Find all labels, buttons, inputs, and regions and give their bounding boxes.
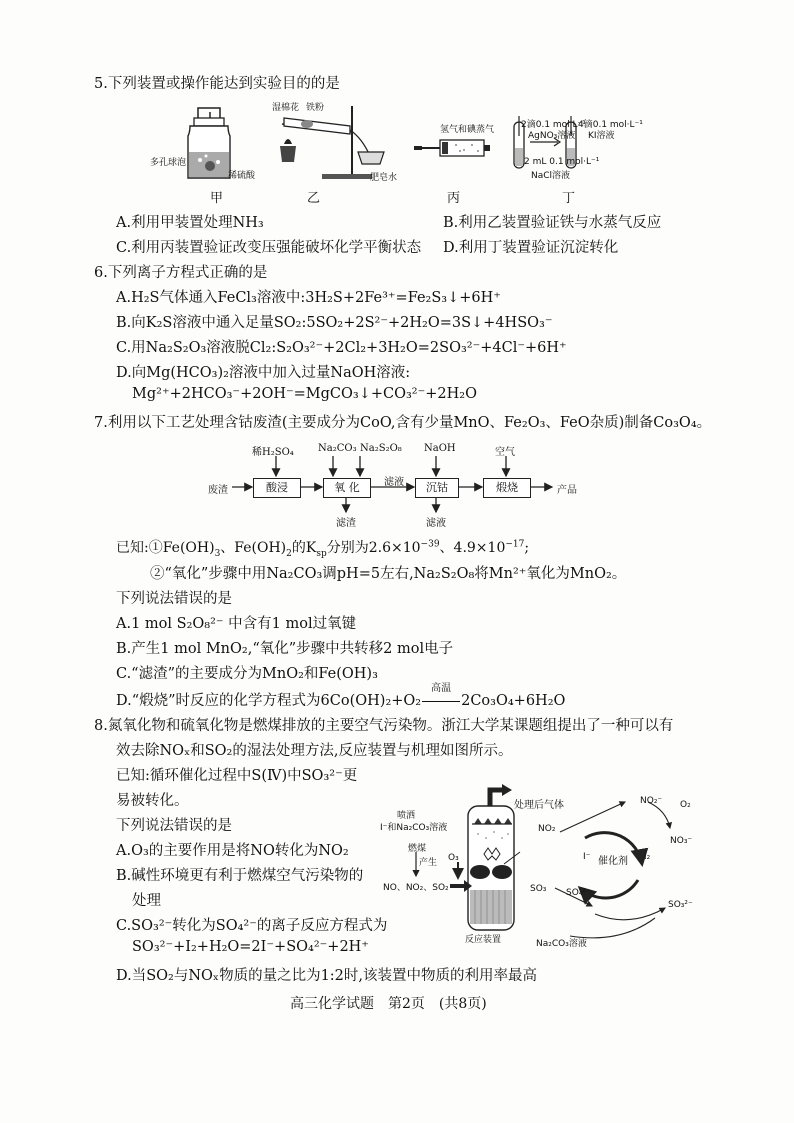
diagram-catalyst: 催化剂 [598, 856, 628, 867]
diagram-i2: I₂ [644, 852, 651, 862]
diagram-i-minus: I⁻ [583, 852, 591, 862]
flow-box-acid-leach: 酸浸 [253, 478, 301, 498]
label-cotton: 湿棉花 [272, 103, 300, 113]
q5-stem: 5.下列装置或操作能达到实验目的的是 [94, 76, 340, 92]
q6-option-c: C.用Na₂S₂O₃溶液脱Cl₂:S₂O₃²⁻+2Cl₂+3H₂O=2SO₃²⁻+4Cl⁻+6H⁺ [116, 340, 567, 356]
flow-box-calcine: 煅烧 [483, 478, 531, 498]
flow-product: 产品 [557, 485, 577, 496]
label-agno3: AgNO₃溶液 [528, 131, 576, 141]
label-porous-ball: 多孔球泡 [150, 158, 187, 168]
diagram-coal: 燃煤 [408, 844, 427, 854]
q8-option-a: A.O₃的主要作用是将NO转化为NO₂ [116, 843, 349, 859]
diagram-produce: 产生 [419, 858, 438, 868]
q6-option-b: B.向K₂S溶液中通入足量SO₂:5SO₂+2S²⁻+2H₂O=3S↓+4HSO₃⁻ [116, 315, 553, 331]
diagram-out-gas: 处理后气体 [514, 800, 564, 811]
label-nacl: NaCl溶液 [531, 171, 571, 181]
q7-option-d [116, 683, 566, 710]
q7-stem: 7.利用以下工艺处理含钴废渣(主要成分为CoO,含有少量MnO、Fe₂O₃、FeO杂质)制备Co₃O₄。 [94, 415, 712, 431]
diagram-no2: NO₂ [538, 824, 556, 834]
q6-option-a: A.H₂S气体通入FeCl₃溶液中:3H₂S+2Fe³⁺=Fe₂S₃↓+6H⁺ [116, 290, 501, 306]
q7-known-1: 已知$:①Fe(OH)_3$、$Fe(OH)_2$的$K_{sp}$分别为$2.6\times 10^{-39}$、$4.9\times 10^{-17}$; [116, 539, 530, 559]
q8-option-d: D.当SO₂与NOₓ物质的量之比为1:2时,该装置中物质的利用率最高 [116, 968, 538, 984]
q7-known-2: ②“氧化”步骤中用Na₂CO₃调pH=5左右,Na₂S₂O₈将Mn²⁺氧化为MnO₂。 [150, 566, 627, 582]
label-agno3-top: 2滴0.1 mol·L⁻¹ [521, 120, 586, 130]
q8-option-b-line1: B.碱性环境更有利于燃煤空气污染物的 [116, 868, 364, 884]
diagram-reactor-label: 反应装置 [465, 935, 502, 945]
condition-high-temp: 高温 [431, 683, 452, 694]
diagram-o2: O₂ [680, 800, 691, 810]
flow-waste-liquid: 滤液 [426, 518, 446, 529]
flow-box-precip: 沉钴 [415, 478, 459, 498]
q8-option-b-line2: 处理 [132, 893, 161, 909]
diagram-o3: O₃ [448, 853, 459, 863]
flow-box-oxidize: 氧 化 [323, 478, 371, 498]
diagram-so3-2minus: SO₃²⁻ [668, 900, 693, 910]
label-dilute-acid: 稀硫酸 [228, 171, 256, 181]
label-gas-mix: 氢气和碘蒸气 [440, 125, 495, 135]
q5-option-a: A.利用甲装置处理NH₃ [116, 215, 264, 231]
flow-naoh: NaOH [424, 443, 456, 454]
q7-option-b: B.产生1 mol MnO₂,“氧化”步骤中共转移2 mol电子 [116, 641, 454, 657]
q8-option-c-line2: SO₃²⁻+I₂+H₂O=2I⁻+SO₄²⁻+2H⁺ [132, 939, 369, 955]
q8-stem-line1: 8.氮氧化物和硫氧化物是燃煤排放的主要空气污染物。浙江大学某课题组提出了一种可以有 [94, 718, 674, 734]
diagram-so4: SO₄²⁻ [566, 888, 591, 898]
q6-option-d-line2: Mg²⁺+2HCO₃⁻+2OH⁻=MgCO₃↓+CO₃²⁻+2H₂O [132, 386, 477, 402]
label-yi: 乙 [307, 191, 321, 206]
label-ki: KI溶液 [588, 131, 615, 141]
q8-option-c-line1: C.SO₃²⁻转化为SO₄²⁻的离子反应方程式为 [116, 918, 388, 934]
q8-known-line1: 已知:循环催化过程中S(Ⅳ)中SO₃²⁻更 [116, 768, 358, 784]
label-ki-top: 4滴0.1 mol·L⁻¹ [578, 120, 643, 130]
diagram-na2co3-solution: Na₂CO₃溶液 [536, 939, 587, 949]
q6-stem: 6.下列离子方程式正确的是 [94, 265, 268, 281]
page-footer: 高三化学试题 第2页 (共8页) [290, 996, 487, 1012]
flow-waste: 废渣 [208, 485, 228, 496]
q7-option-a: A.1 mol S₂O₈²⁻ 中含有1 mol过氧键 [116, 616, 357, 632]
diagram-no2-minus: NO₂⁻ [640, 796, 663, 806]
flow-h2so4: 稀H₂SO₄ [252, 447, 294, 458]
reaction-condition [421, 683, 461, 709]
flow-na2s2o8: Na₂S₂O₈ [360, 443, 402, 454]
diagram-inlet-gases: NO、NO₂、SO₂ [383, 883, 449, 893]
flow-air: 空气 [495, 447, 515, 458]
diagram-spray-solution: I⁻和Na₂CO₃溶液 [380, 823, 448, 833]
diagram-so3: SO₃ [530, 884, 547, 894]
label-soap-water: 肥皂水 [370, 173, 398, 183]
q6-option-d-line1: D.向Mg(HCO₃)₂溶液中加入过量NaOH溶液: [116, 365, 411, 381]
label-iron-powder: 铁粉 [306, 103, 325, 113]
q5-option-b: B.利用乙装置验证铁与水蒸气反应 [443, 215, 662, 231]
apparatus-bing-illustration [412, 136, 492, 162]
label-bing: 丙 [447, 191, 461, 206]
label-ding: 丁 [562, 191, 576, 206]
flow-na2co3: Na₂CO₃ [318, 443, 357, 454]
q8-stem-line2: 效去除NOₓ和SO₂的湿法处理方法,反应装置与机理如图所示。 [116, 743, 513, 759]
label-jia: 甲 [210, 191, 224, 206]
q7-option-d-post: 2Co₃O₄+6H₂O [461, 693, 566, 709]
q7-option-d-pre: D.“煅烧”时反应的化学方程式为6Co(OH)₂+O₂ [116, 693, 422, 709]
label-nacl-top: 2 mL 0.1 mol·L⁻¹ [524, 157, 600, 167]
diagram-spray: 喷洒 [397, 811, 416, 821]
q8-known-line2: 易被转化。 [116, 793, 189, 809]
q5-option-d: D.利用丁装置验证沉淀转化 [443, 240, 619, 256]
flow-residue: 滤渣 [336, 518, 356, 529]
q5-option-c: C.利用丙装置验证改变压强能破坏化学平衡状态 [116, 240, 422, 256]
diagram-no3-minus: NO₃⁻ [670, 836, 693, 846]
q7-option-c: C.“滤渣”的主要成分为MnO₂和Fe(OH)₃ [116, 666, 378, 682]
q7-ask: 下列说法错误的是 [116, 591, 232, 607]
flow-filtrate: 滤液 [384, 477, 404, 488]
q8-ask: 下列说法错误的是 [116, 818, 232, 834]
